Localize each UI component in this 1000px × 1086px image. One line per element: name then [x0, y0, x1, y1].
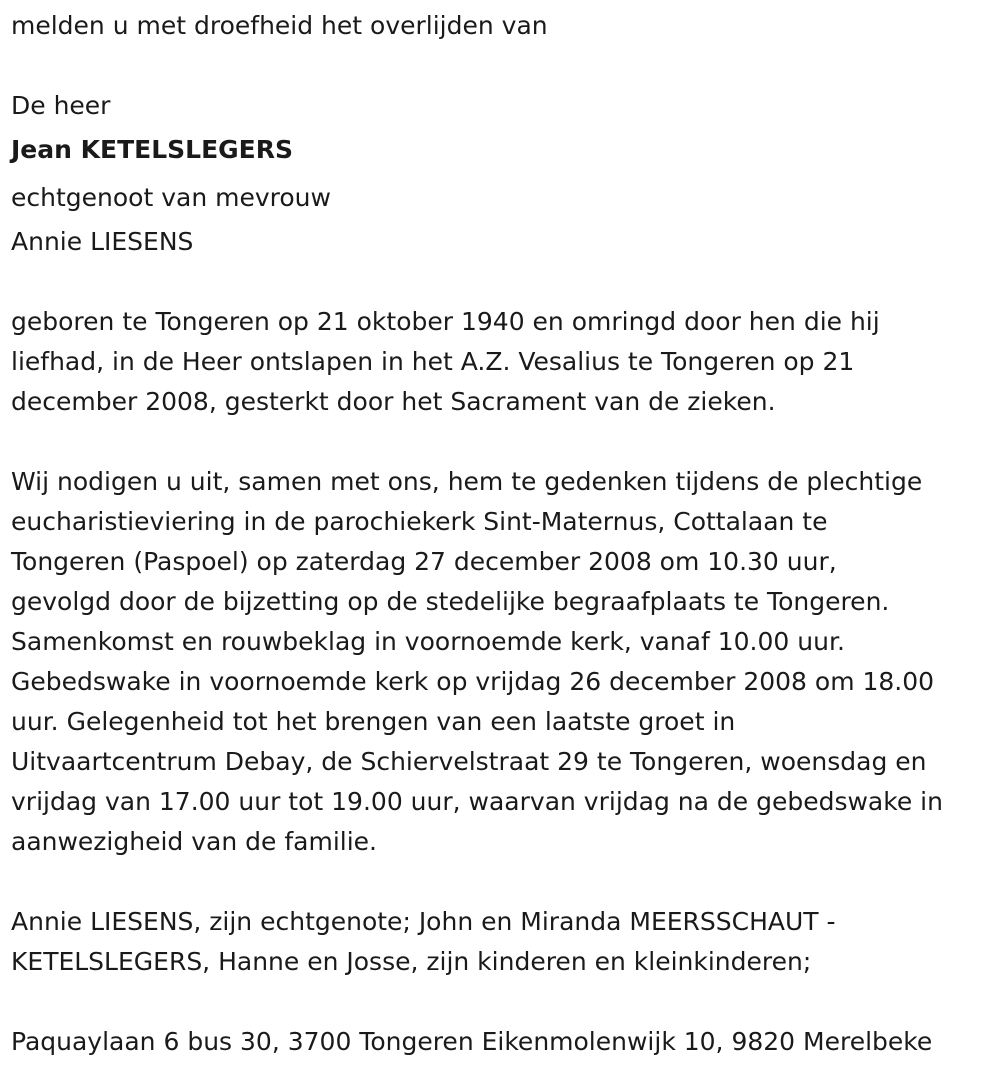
spacer — [11, 862, 991, 902]
paragraph-line: vrijdag van 17.00 uur tot 19.00 uur, waarvan vrijdag na de gebedswake in — [11, 787, 943, 816]
paragraph-line: Wij nodigen u uit, samen met ons, hem te gedenken tijdens de plechtige — [11, 467, 923, 496]
paragraph-line: Tongeren (Paspoel) op zaterdag 27 december 2008 om 10.30 uur, — [11, 547, 837, 576]
deceased-relation: echtgenoot van mevrouw — [11, 183, 331, 212]
birth-paragraph — [11, 302, 991, 422]
intro-line: melden u met droefheid het overlijden van — [11, 11, 548, 40]
paragraph-line: gevolgd door de bijzetting op de stedelijke begraafplaats te Tongeren. — [11, 587, 890, 616]
paragraph-line: geboren te Tongeren op 21 oktober 1940 en omringd door hen die hij — [11, 307, 880, 336]
obituary-document — [11, 6, 991, 1062]
deceased-title: De heer — [11, 91, 111, 120]
paragraph-line: december 2008, gesterkt door het Sacrament van de zieken. — [11, 387, 776, 416]
spouse-name: Annie LIESENS — [11, 227, 194, 256]
spacer — [11, 982, 991, 1022]
paragraph-line: uur. Gelegenheid tot het brengen van een laatste groet in — [11, 707, 736, 736]
spacer — [11, 262, 991, 302]
spacer — [11, 422, 991, 462]
address-line: Paquaylaan 6 bus 30, 3700 Tongeren Eikenmolenwijk 10, 9820 Merelbeke — [11, 1027, 933, 1056]
paragraph-line: Samenkomst en rouwbeklag in voornoemde kerk, vanaf 10.00 uur. — [11, 627, 845, 656]
paragraph-line: Uitvaartcentrum Debay, de Schiervelstraat 29 te Tongeren, woensdag en — [11, 747, 927, 776]
paragraph-line: eucharistieviering in de parochiekerk Sint-Maternus, Cottalaan te — [11, 507, 828, 536]
paragraph-line: Gebedswake in voornoemde kerk op vrijdag 26 december 2008 om 18.00 — [11, 667, 935, 696]
ceremony-paragraph — [11, 462, 991, 862]
paragraph-line: liefhad, in de Heer ontslapen in het A.Z. Vesalius te Tongeren op 21 — [11, 347, 855, 376]
paragraph-line: aanwezigheid van de familie. — [11, 827, 377, 856]
deceased-name: Jean KETELSLEGERS — [11, 135, 294, 164]
spacer — [11, 46, 991, 86]
paragraph-line: Annie LIESENS, zijn echtgenote; John en Miranda MEERSSCHAUT - — [11, 907, 836, 936]
family-paragraph — [11, 902, 991, 982]
paragraph-line: KETELSLEGERS, Hanne en Josse, zijn kinderen en kleinkinderen; — [11, 947, 812, 976]
